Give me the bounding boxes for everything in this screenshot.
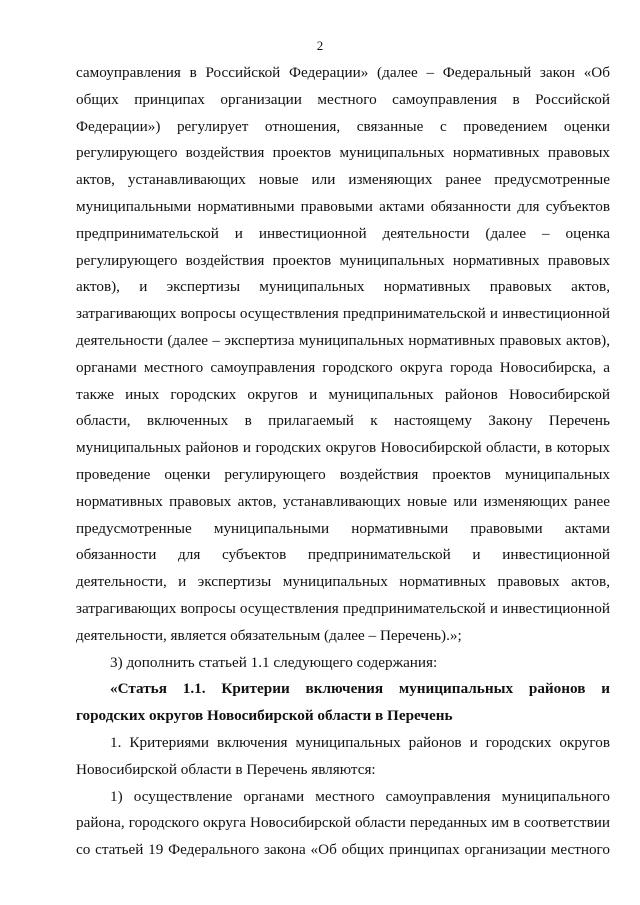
text-line: затрагивающих вопросы осуществления предпринимательской и инвестиционной <box>76 599 610 617</box>
article-heading: «Статья 1.1. Критерии включения муниципальных районов и <box>110 680 610 698</box>
text-line: актов, устанавливающих новые или изменяющих ранее предусмотренные <box>76 171 610 189</box>
text-line: деятельности, и экспертизы муниципальных нормативных правовых актов, <box>76 573 610 591</box>
text-line: муниципальными нормативными правовыми актами обязанности для субъектов <box>76 197 610 215</box>
text-line: также иных городских округов и муниципальных районов Новосибирской <box>76 385 610 403</box>
text-line: Новосибирской области в Перечень являются: <box>76 760 376 778</box>
text-line: Федерации») регулирует отношения, связанные с проведением оценки <box>76 117 610 135</box>
text-line: деятельности (далее – экспертиза муниципальных нормативных правовых актов), <box>76 331 610 349</box>
text-line: обязанности для субъектов предпринимательской и инвестиционной <box>76 546 610 564</box>
text-line: 3) дополнить статьей 1.1 следующего содержания: <box>110 653 438 671</box>
text-line: регулирующего воздействия проектов муниципальных нормативных правовых <box>76 251 610 269</box>
text-line: нормативных правовых актов, устанавливающих новые или изменяющих ранее <box>76 492 610 510</box>
text-line: актов), и экспертизы муниципальных нормативных правовых актов, <box>76 278 610 296</box>
text-line: 1. Критериями включения муниципальных районов и городских округов <box>110 733 610 751</box>
text-line: предпринимательской и инвестиционной деятельности (далее – оценка <box>76 224 610 242</box>
text-line: самоуправления в Российской Федерации» (далее – Федеральный закон «Об <box>76 64 610 81</box>
text-line: общих принципах организации местного самоуправления в Российской <box>76 90 610 108</box>
document-body <box>76 60 610 864</box>
text-line: муниципальных районов и городских округов Новосибирской области, в которых <box>76 439 610 457</box>
text-line: 1) осуществление органами местного самоуправления муниципального <box>110 787 610 805</box>
text-line: регулирующего воздействия проектов муниципальных нормативных правовых <box>76 144 610 162</box>
text-line: деятельности, является обязательным (далее – Перечень).»; <box>76 626 462 644</box>
page-number: 2 <box>316 38 324 53</box>
text-line: района, городского округа Новосибирской области переданных им в соответствии <box>76 814 610 832</box>
text-line: области, включенных в прилагаемый к настоящему Закону Перечень <box>76 412 610 430</box>
text-line: со статьей 19 Федерального закона «Об общих принципах организации местного <box>76 841 610 859</box>
text-line: проведение оценки регулирующего воздействия проектов муниципальных <box>76 465 610 483</box>
text-line: затрагивающих вопросы осуществления предпринимательской и инвестиционной <box>76 305 610 323</box>
text-line: предусмотренные муниципальными нормативными правовыми актами <box>76 519 610 537</box>
text-line: органами местного самоуправления городского округа города Новосибирска, а <box>76 358 610 376</box>
article-heading: городских округов Новосибирской области в Перечень <box>76 707 453 725</box>
